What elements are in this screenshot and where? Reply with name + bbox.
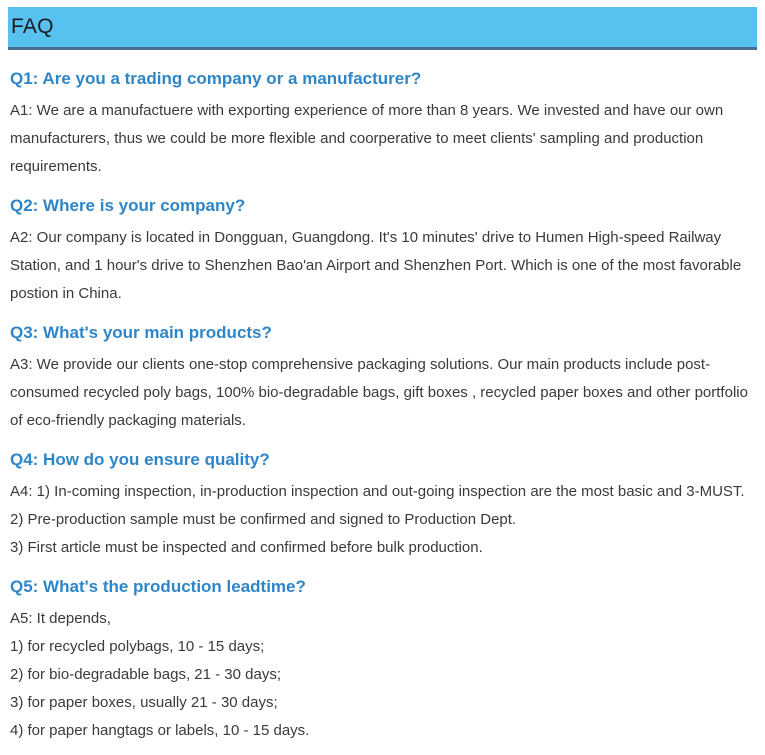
faq-section-q1 xyxy=(10,68,753,181)
faq-section-q5 xyxy=(10,576,753,745)
faq-answer-paragraph: A2: Our company is located in Dongguan, Guangdong. It's 10 minutes' drive to Humen High-speed Railway Station, and 1 hour's drive to Shenzhen Bao'an Airport and Shenzhen Port. Which is one of the most favorable postion in China. xyxy=(10,229,742,302)
faq-answer-paragraph: 1) for recycled polybags, 10 - 15 days; xyxy=(10,638,265,655)
faq-section-q2 xyxy=(10,195,753,308)
faq-answer-paragraph: A3: We provide our clients one-stop comprehensive packaging solutions. Our main products include post-consumed recycled poly bags, 100% bio-degradable bags, gift boxes , recycled paper boxes and other portfolio of eco-friendly packaging materials. xyxy=(10,356,748,429)
faq-answer xyxy=(10,224,753,308)
faq-question: Q2: Where is your company? xyxy=(10,196,246,215)
faq-answer-paragraph: A4: 1) In-coming inspection, in-production inspection and out-going inspection are the most basic and 3-MUST. xyxy=(10,483,745,500)
faq-answer-paragraph: A5: It depends, xyxy=(10,610,111,627)
faq-question: Q1: Are you a trading company or a manufacturer? xyxy=(10,69,422,88)
faq-answer-paragraph: 3) for paper boxes, usually 21 - 30 days; xyxy=(10,694,278,711)
faq-answer-paragraph: 4) for paper hangtags or labels, 10 - 15 days. xyxy=(10,722,310,739)
faq-section-q3 xyxy=(10,322,753,435)
faq-answer-paragraph: 3) First article must be inspected and confirmed before bulk production. xyxy=(10,539,483,556)
faq-answer xyxy=(10,351,753,435)
page-title: FAQ xyxy=(11,15,54,38)
faq-question: Q4: How do you ensure quality? xyxy=(10,450,270,469)
faq-answer-paragraph: 2) for bio-degradable bags, 21 - 30 days; xyxy=(10,666,282,683)
faq-answer-paragraph: A1: We are a manufactuere with exporting experience of more than 8 years. We invested and have our own manufacturers, thus we could be more flexible and coorperative to meet clients' sampling and production requirements. xyxy=(10,102,724,175)
faq-answer-paragraph: 2) Pre-production sample must be confirmed and signed to Production Dept. xyxy=(10,511,517,528)
faq-question: Q5: What's the production leadtime? xyxy=(10,577,306,596)
faq-section-q4 xyxy=(10,449,753,562)
faq-question: Q3: What's your main products? xyxy=(10,323,272,342)
faq-answer xyxy=(10,478,753,562)
faq-header-bar xyxy=(8,7,757,50)
faq-content xyxy=(0,50,765,745)
faq-answer xyxy=(10,605,753,745)
faq-answer xyxy=(10,97,753,181)
